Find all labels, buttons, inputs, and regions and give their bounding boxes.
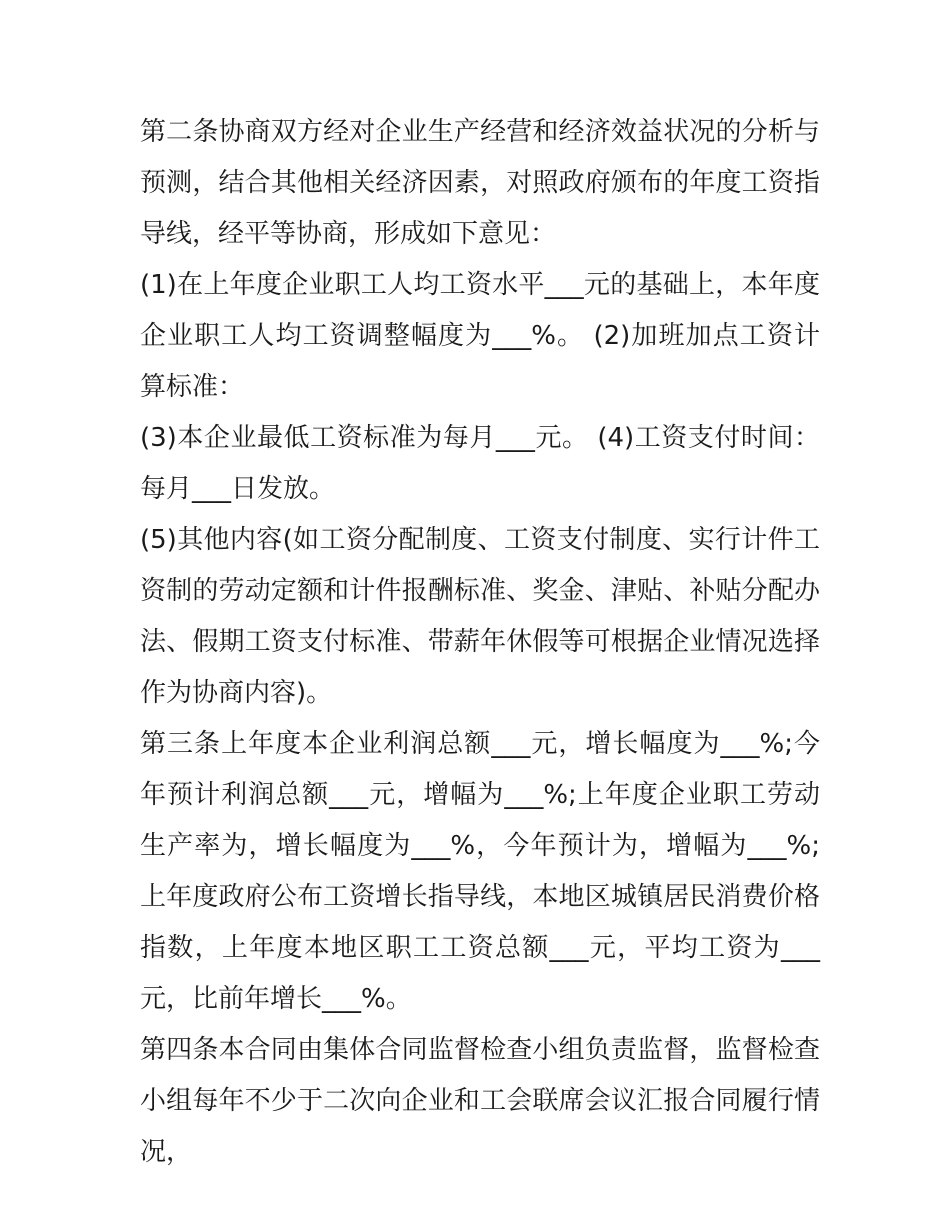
paragraph-article-4: 第四条本合同由集体合同监督检查小组负责监督，监督检查小组每年不少于二次向企业和工会联席会议汇报合同履行情况， [140, 1035, 820, 1167]
document-body [140, 107, 820, 1178]
paragraph-item-1-2: (1)在上年度企业职工人均工资水平___元的基础上，本年度企业职工人均工资调整幅度为___%。 (2)加班加点工资计算标准： [140, 270, 820, 402]
paragraph-article-2: 第二条协商双方经对企业生产经营和经济效益状况的分析与预测，结合其他相关经济因素，对照政府颁布的年度工资指导线，经平等协商，形成如下意见： [140, 117, 820, 249]
paragraph-article-3: 第三条上年度本企业利润总额___元，增长幅度为___%;今年预计利润总额___元，增幅为___%;上年度企业职工劳动生产率为，增长幅度为___%，今年预计为，增幅为___%;上年度政府公布工资增长指导线，本地区城镇居民消费价格指数，上年度本地区职工工资总额___元，平均工资为___元，比前年增长___%。 [140, 729, 820, 1014]
paragraph-item-3-4: (3)本企业最低工资标准为每月___元。 (4)工资支付时间：每月___日发放。 [140, 423, 820, 504]
paragraph-item-5: (5)其他内容(如工资分配制度、工资支付制度、实行计件工资制的劳动定额和计件报酬标准、奖金、津贴、补贴分配办法、假期工资支付标准、带薪年休假等可根据企业情况选择作为协商内容)。 [140, 525, 820, 708]
